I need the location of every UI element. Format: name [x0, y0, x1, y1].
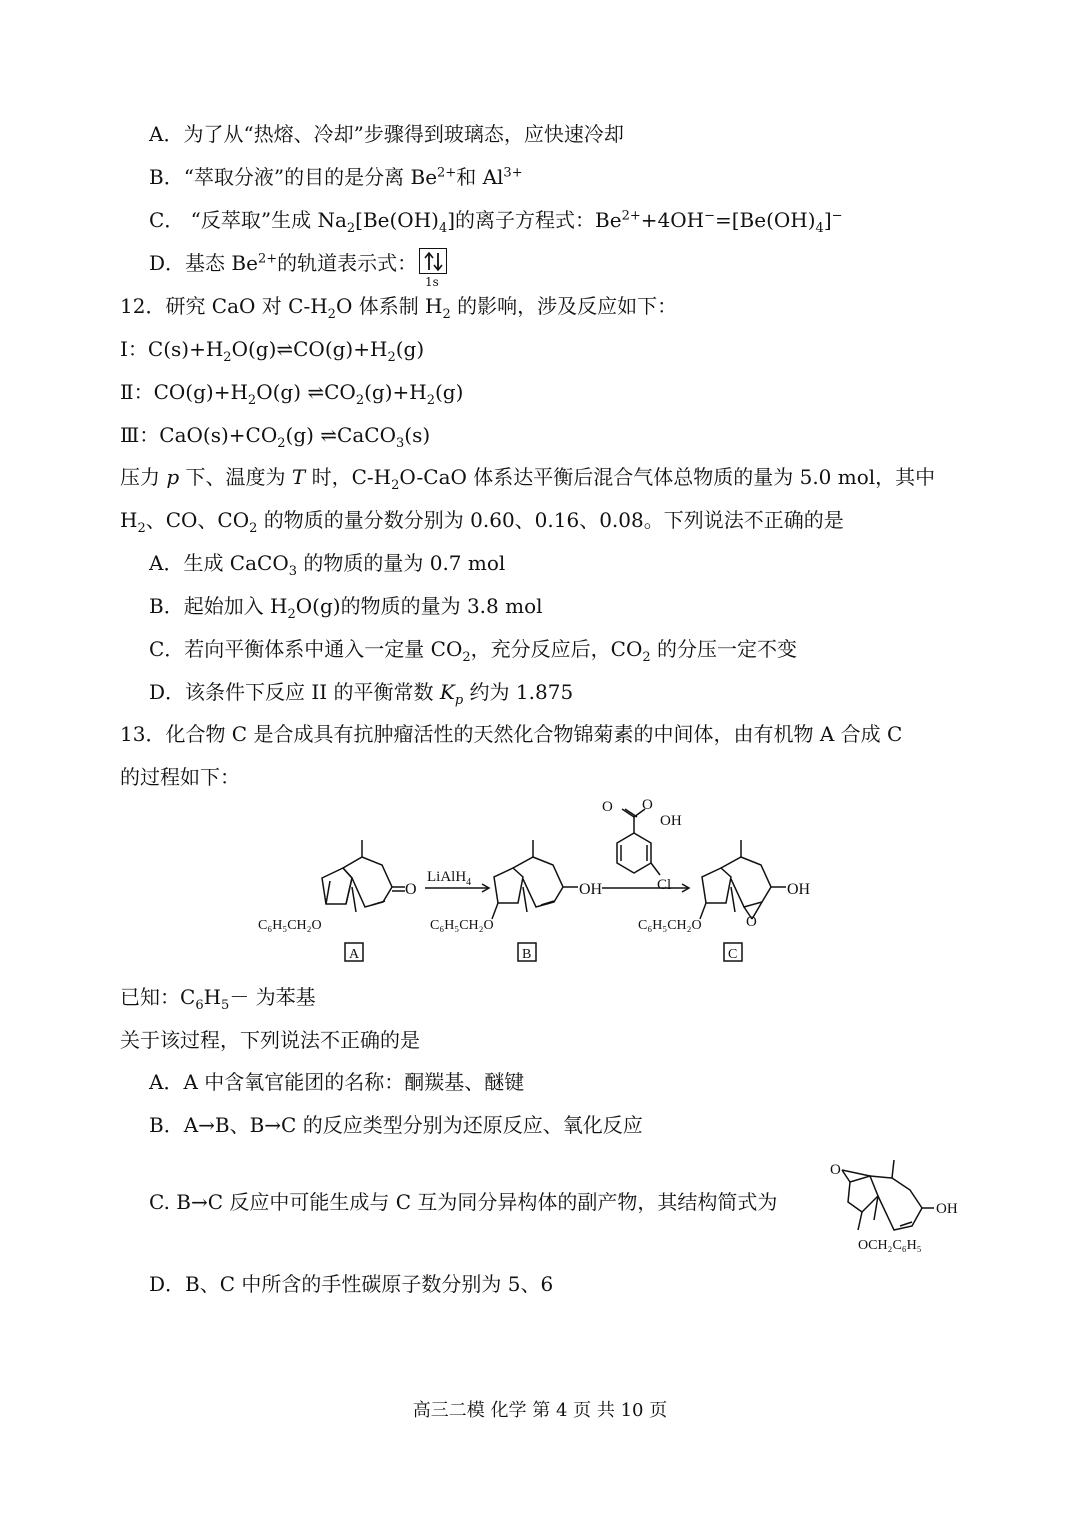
q13-stem-line-1: 13．化合物 C 是合成具有抗肿瘤活性的天然化合物锦菊素的中间体，由有机物 A 合成 C	[120, 722, 903, 746]
q11-option-d: D．基态 $Be^{2+}$的轨道表示式：	[149, 251, 418, 275]
q13-known: 已知：$C_6H_5-$ 为苯基	[120, 985, 316, 1013]
q12-reaction-3: Ⅲ：$CaO(s)+CO_2(g)$ ⇌CaCO$_3$(s)	[120, 423, 431, 451]
compound-c-epoxide-o: O	[746, 914, 757, 930]
compound-b-structure	[492, 840, 578, 919]
q12-option-b: B．起始加入 $H_2O(g)$的物质的量为 3.8 mol	[149, 594, 543, 622]
compound-c-oh: OH	[787, 881, 811, 898]
label-b: B	[522, 947, 532, 962]
compound-b-substituent: C₆H₅CH₂O	[430, 918, 494, 933]
side-product-substituent: OCH₂C₆H₅	[858, 1238, 922, 1253]
side-product-structure	[830, 1160, 990, 1260]
q13-option-d: D．B、C 中所含的手性碳原子数分别为 5、6	[149, 1272, 554, 1296]
q12-reaction-1: Ⅰ：$C(s)+H_2O(g)\rightleftharpoons CO(g)+H_2(g)$	[120, 337, 425, 365]
q13-option-c: C. B→C 反应中可能生成与 C 互为同分异构体的副产物，其结构简式为	[149, 1190, 778, 1214]
mcpba-oh: OH	[660, 813, 682, 829]
q13-stem-line-2: 的过程如下：	[120, 765, 240, 789]
q11-option-c: C． “反萃取”生成 $Na_2[Be(OH)_4]$的离子方程式：$Be^{2+}+4OH^-=[Be(OH)_4]^-$	[149, 208, 843, 236]
mcpba-ester-o: O	[642, 797, 653, 813]
compound-c-substituent: C₆H₅CH₂O	[638, 918, 702, 933]
mcpba-structure	[617, 809, 660, 875]
label-a: A	[349, 947, 360, 962]
q12-option-c: C．若向平衡体系中通入一定量 $CO_2$，充分反应后，$CO_2$ 的分压一定不变	[149, 637, 797, 665]
page-footer: 高三二模 化学 第 4 页 共 10 页	[412, 1400, 668, 1421]
q12-option-a: A．生成 CaCO$_3$ 的物质的量为 0.7 mol	[149, 551, 506, 579]
orbital-label: 1s	[425, 275, 439, 289]
q11-option-a: A．为了从“热熔、冷却”步骤得到玻璃态，应快速冷却	[149, 122, 624, 146]
q13-option-b: B．A→B、B→C 的反应类型分别为还原反应、氧化反应	[149, 1113, 643, 1137]
orbital-arrows-icon	[420, 249, 448, 275]
compound-b-oh: OH	[579, 881, 603, 898]
mcpba-carbonyl-o: O	[602, 799, 613, 815]
q12-option-d: D．该条件下反应 II 的平衡常数 $K_p$ 约为 1.875	[149, 680, 574, 708]
compound-a-ketone-o: O	[405, 881, 417, 898]
q12-reaction-2: Ⅱ：$CO(g)+H_2O(g)$ $\rightleftharpoons CO_2(g)+H_2(g)$	[120, 380, 464, 408]
q11-option-b: B．“萃取分液”的目的是分离 $Be^{2+}$和 $Al^{3+}$	[149, 165, 523, 189]
orbital-box	[419, 248, 447, 274]
reaction-scheme	[0, 795, 1080, 975]
label-c: C	[728, 947, 738, 962]
compound-c-structure	[700, 840, 786, 919]
compound-a-structure	[322, 840, 405, 912]
q12-condition-line-2: $H_2$、CO、$CO_2$ 的物质的量分数分别为 0.60、0.16、0.08。下列说法不正确的是	[120, 508, 844, 536]
q13-ask: 关于该过程，下列说法不正确的是	[120, 1028, 420, 1052]
mcpba-cl: Cl	[657, 877, 672, 893]
q13-option-a: A．A 中含氧官能团的名称：酮羰基、醚键	[149, 1070, 525, 1094]
q12-stem: 12．研究 CaO 对 $C-H_2O$ 体系制 $H_2$ 的影响，涉及反应如下：	[120, 294, 678, 322]
side-product-epoxide-o: O	[830, 1162, 841, 1178]
compound-a-substituent: C₆H₅CH₂O	[258, 918, 322, 933]
reagent-lialh4: LiAlH$_4$	[427, 869, 472, 888]
q12-condition-line-1: 压力 p 下、温度为 T 时，$C-H_2O$-CaO 体系达平衡后混合气体总物质的量为 5.0 mol，其中	[120, 465, 936, 493]
side-product-oh: OH	[936, 1201, 958, 1217]
